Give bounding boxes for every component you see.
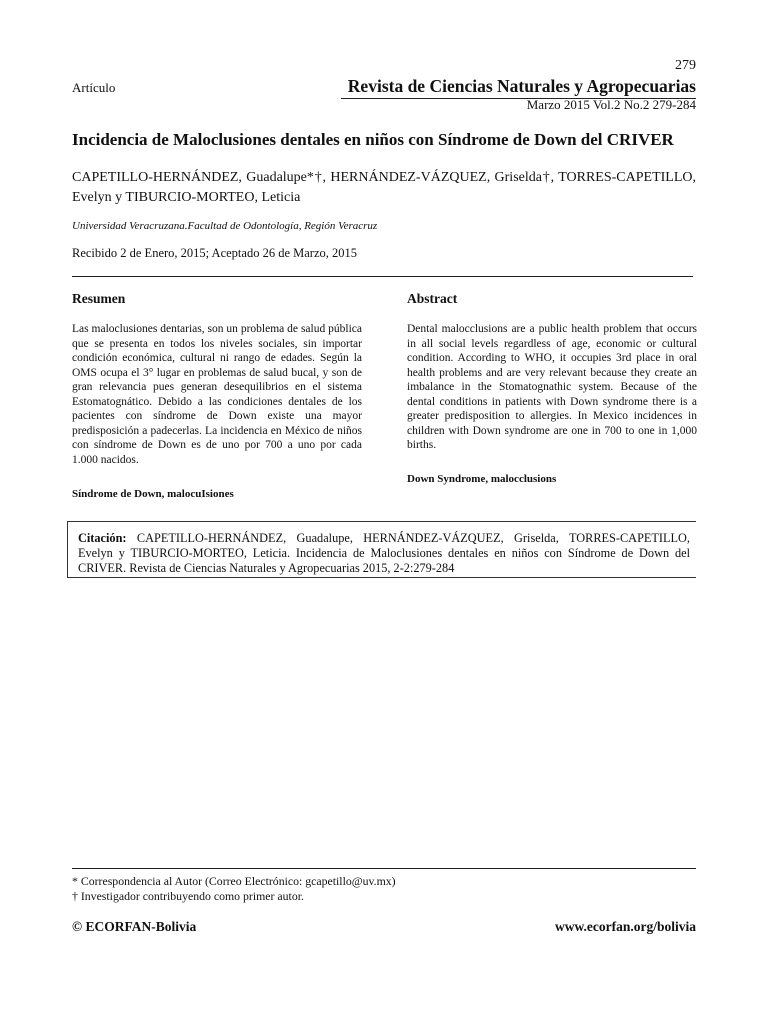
website-link[interactable]: www.ecorfan.org/bolivia <box>555 919 696 934</box>
header-divider <box>72 276 693 277</box>
footnote-first-author: † Investigador contribuyendo como primer autor. <box>72 889 304 903</box>
citation-box <box>67 521 696 578</box>
affiliation: Universidad Veracruzana.Facultad de Odontología, Región Veracruz <box>72 220 378 232</box>
section-label: Artículo <box>72 80 116 95</box>
publisher-footer: © ECORFAN-Bolivia <box>72 919 197 934</box>
citation-text: CAPETILLO-HERNÁNDEZ, Guadalupe, HERNÁNDEZ-VÁZQUEZ, Griselda, TORRES-CAPETILLO, Evelyn y TIBURCIO-MORTEO, Leticia. Incidencia de Maloclusiones dentales en niños con Síndrome de Down del CRIVER. Revista de Ciencias Naturales y Agropecuarias 2015, 2-2:279-284 <box>78 531 691 575</box>
resumen-keywords: Síndrome de Down, malocuIsiones <box>72 488 234 500</box>
footnote-divider <box>72 868 696 869</box>
abstract-body: Dental malocclusions are a public health problem that occurs in all social levels regardless of age, economic or cultural condition. According to WHO, it occupies 3rd place in oral health problems and are very relevant because they create an imbalance in the Stomatognathic system. Because of the dental conditions in patients with Down syndrome there is a greater predisposition to allergies. In Mexico incidences in children with Down syndrome are one in 700 to one in 1,000 births. <box>407 323 697 451</box>
resumen-body: Las maloclusiones dentarias, son un problema de salud pública que se presenta en todos los niveles sociales, sin importar condición económica, cultural ni rango de edades. Según la OMS ocupa el 3° lugar en problemas de salud bucal, y son de gran relevancia pues generan desequilibrios en el sistema Estomatognático. Debido a las condiciones dentales de los pacientes con síndrome de Down existe una mayor predisposición a padecerlas. La incidencia en México de niños con síndrome de Down es de uno por 700 a uno por cada 1.000 nacidos. <box>72 323 362 466</box>
citation-label: Citación: <box>78 531 127 545</box>
article-title: Incidencia de Maloclusiones dentales en niños con Síndrome de Down del CRIVER <box>72 130 674 149</box>
abstract-heading: Abstract <box>407 291 458 306</box>
footnote-correspondence: * Correspondencia al Autor (Correo Electrónico: gcapetillo@uv.mx) <box>72 874 396 888</box>
journal-title: Revista de Ciencias Naturales y Agropecuarias <box>347 76 696 96</box>
issue-info: Marzo 2015 Vol.2 No.2 279-284 <box>526 97 696 112</box>
page-number: 279 <box>675 58 696 73</box>
abstract-keywords: Down Syndrome, malocclusions <box>407 473 557 485</box>
received-accepted-dates: Recibido 2 de Enero, 2015; Aceptado 26 de Marzo, 2015 <box>72 246 357 260</box>
resumen-heading: Resumen <box>72 291 126 306</box>
author-list: CAPETILLO-HERNÁNDEZ, Guadalupe*†, HERNÁNDEZ-VÁZQUEZ, Griselda†, TORRES-CAPETILLO, Evelyn y TIBURCIO-MORTEO, Leticia <box>72 170 696 205</box>
